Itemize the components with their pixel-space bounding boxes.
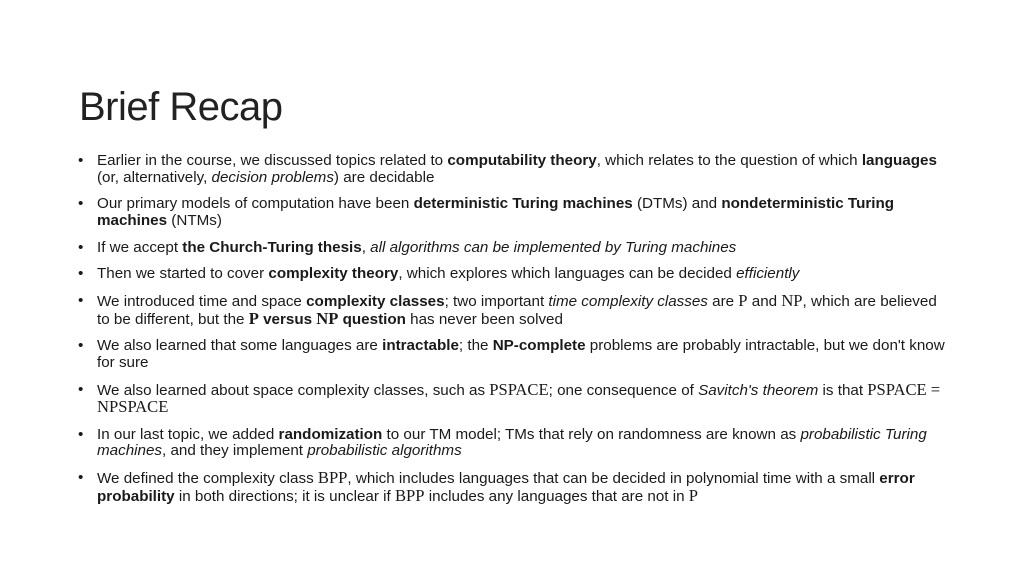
bullet-text: (DTMs) and (632, 195, 722, 213)
bullet-text: ; the (458, 337, 493, 355)
bold-term: computability theory (447, 152, 597, 169)
bullet-item (78, 290, 948, 328)
bold-term: NP-complete (492, 337, 586, 355)
bold-term: deterministic Turing machines (413, 195, 633, 213)
bullet-text: , (361, 238, 371, 256)
bullet-item (78, 153, 948, 186)
italic-term: Savitch's theorem (698, 381, 819, 399)
italic-term: probabilistic Turing machines (97, 425, 927, 460)
bullet-item (78, 379, 948, 417)
italic-term: decision problems (211, 168, 334, 186)
bullet-text: , which are believed to be different, but the (97, 292, 937, 328)
bold-term: randomization (278, 425, 383, 443)
bullet-text: We also learned about space complexity classes, such as (97, 381, 490, 399)
math-symbol: PSPACE = NPSPACE (97, 379, 941, 417)
math-symbol: PSPACE (489, 379, 549, 399)
bullet-text: (NTMs) (167, 211, 222, 229)
bullet-text: , which relates to the question of which (596, 152, 862, 169)
bullet-item (78, 470, 948, 505)
bullet-text: We also learned that some languages are (97, 337, 383, 355)
italic-term: time complexity classes (548, 292, 708, 310)
bullet-text: If we accept (97, 238, 183, 256)
italic-term: probabilistic algorithms (307, 442, 462, 460)
bullet-text: Our primary models of computation have been (97, 195, 414, 213)
bullet-text: problems are probably intractable, but we don't know for sure (97, 337, 945, 371)
slide-title: Brief Recap (79, 84, 283, 129)
bullet-text: We defined the complexity class (97, 470, 318, 488)
bullet-text: and (747, 292, 782, 310)
bold-term: versus (258, 310, 317, 328)
bullet-item (78, 196, 948, 229)
math-symbol: P (688, 485, 699, 505)
bullet-text: includes any languages that are not in (424, 487, 689, 505)
bullet-text: ; one consequence of (548, 381, 699, 399)
bold-term: languages (861, 152, 937, 169)
bullet-text: are (707, 292, 739, 310)
bullet-text: in both directions; it is unclear if (174, 487, 395, 505)
bullet-text: (or, alternatively, (97, 168, 212, 186)
math-symbol: BPP (394, 485, 425, 505)
bullet-text: has never been solved (405, 310, 563, 328)
bullet-text: In our last topic, we added (97, 425, 279, 443)
bullet-list (78, 153, 948, 515)
math-symbol: NP (316, 308, 339, 328)
math-symbol: NP (781, 290, 803, 310)
italic-term: all algorithms can be implemented by Turing machines (370, 238, 737, 256)
italic-term: efficiently (736, 265, 800, 283)
bullet-item (78, 427, 948, 460)
math-symbol: P (738, 290, 748, 310)
bullet-text: , which explores which languages can be decided (398, 265, 737, 283)
bullet-text: ) are decidable (333, 168, 435, 186)
bullet-text: , and they implement (162, 442, 308, 460)
bullet-text: , which includes languages that can be decided in polynomial time with a small (347, 470, 880, 488)
math-symbol: BPP (317, 468, 348, 488)
bold-term: nondeterministic Turing machines (97, 195, 895, 229)
bullet-text: is that (818, 381, 868, 399)
bullet-item (78, 240, 948, 257)
math-symbol: P (248, 308, 259, 328)
bold-term: the Church-Turing thesis (182, 238, 362, 256)
bullet-text: Earlier in the course, we discussed topics related to (97, 152, 448, 169)
bullet-text: ; two important (444, 292, 549, 310)
bullet-text: Then we started to cover (97, 265, 269, 283)
bullet-item (78, 266, 948, 283)
bold-term: complexity classes (306, 292, 445, 310)
bold-term: intractable (382, 337, 459, 355)
bullet-item (78, 338, 948, 371)
bold-term: question (338, 310, 406, 328)
bold-term: error probability (97, 470, 915, 505)
bold-term: complexity theory (268, 265, 399, 283)
bullet-text: to our TM model; TMs that rely on randomness are known as (382, 425, 801, 443)
bullet-text: We introduced time and space (97, 292, 307, 310)
